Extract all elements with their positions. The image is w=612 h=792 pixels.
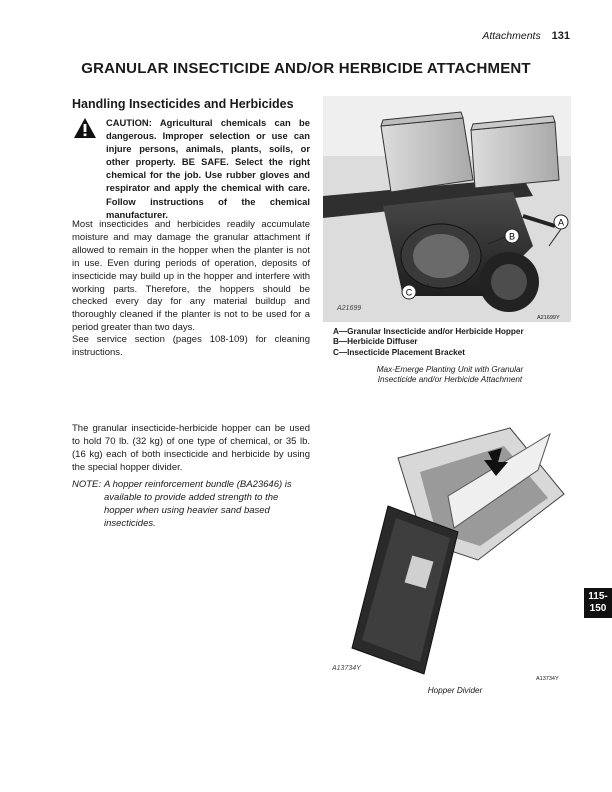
page-header [482, 30, 570, 42]
callout-c: C—Insecticide Placement Bracket [333, 347, 465, 357]
callout-b-label: B [508, 231, 516, 242]
callout-a-label: A [557, 217, 565, 228]
figure2-caption: Hopper Divider [427, 686, 483, 695]
planting-unit-photo [323, 96, 571, 322]
callout-c-label: C [405, 287, 413, 298]
header-page-number: 131 [551, 30, 570, 42]
hopper-divider-photo [328, 410, 572, 676]
callout-b: B—Herbicide Diffuser [333, 337, 418, 347]
photo1-code: A21699 [337, 305, 362, 312]
note-label: NOTE: [72, 479, 102, 490]
caution-text: CAUTION: Agricultural chemicals can be dangerous. Improper selection or use can injure persons, animals, plants, soils, or other property. BE SAFE. Select the right chemical for the job. Use rubber gloves and respirator and apply the chemical with care. Follow instructions of the chemical manufacturer. [106, 117, 310, 220]
note-text: A hopper reinforcement bundle (BA23646) is available to provide added strength to the hopper when using heavier sand based insecticides. [104, 479, 292, 529]
callout-list [333, 327, 524, 358]
callout-a: A—Granular Insecticide and/or Herbicide Hopper [333, 327, 524, 336]
caution-icon [73, 117, 97, 139]
header-section: Attachments [482, 30, 541, 42]
photo1-code-right: A21699Y [537, 315, 560, 321]
section-tab-line1: 115- [588, 591, 608, 602]
section-tab [584, 588, 612, 618]
section-heading: Handling Insecticides and Herbicides [72, 97, 294, 111]
body-paragraph-2: See service section (pages 108-109) for cleaning instructions. [72, 334, 310, 358]
section-tab-line2: 150 [589, 603, 607, 614]
body-paragraph-1: Most insecticides and herbicides readily accumulate moisture and may damage the granular attachment if allowed to remain in the hopper when the planter is not in use. Even during periods of operation, deposits of insecticide may build up in the hopper and interfere with working parts. Therefore, the hoppers should be checked every day for any material buildup and thoroughly cleaned if the planter is not to be used for a period greater than two days. [72, 219, 310, 334]
page-title: GRANULAR INSECTICIDE AND/OR HERBICIDE ATTACHMENT [81, 60, 531, 77]
figure1-caption: Max-Emerge Planting Unit with Granular Insecticide and/or Herbicide Attachment [376, 365, 524, 385]
hopper-paragraph: The granular insecticide-herbicide hopper can be used to hold 70 lb. (32 kg) of one type of chemical, or 35 lb. (16 kg) each of both insecticide and herbicide by using the special hopper divider. [72, 423, 310, 473]
photo2-code-right: A13734Y [536, 676, 559, 682]
photo2-code: A13734Y [332, 665, 361, 672]
